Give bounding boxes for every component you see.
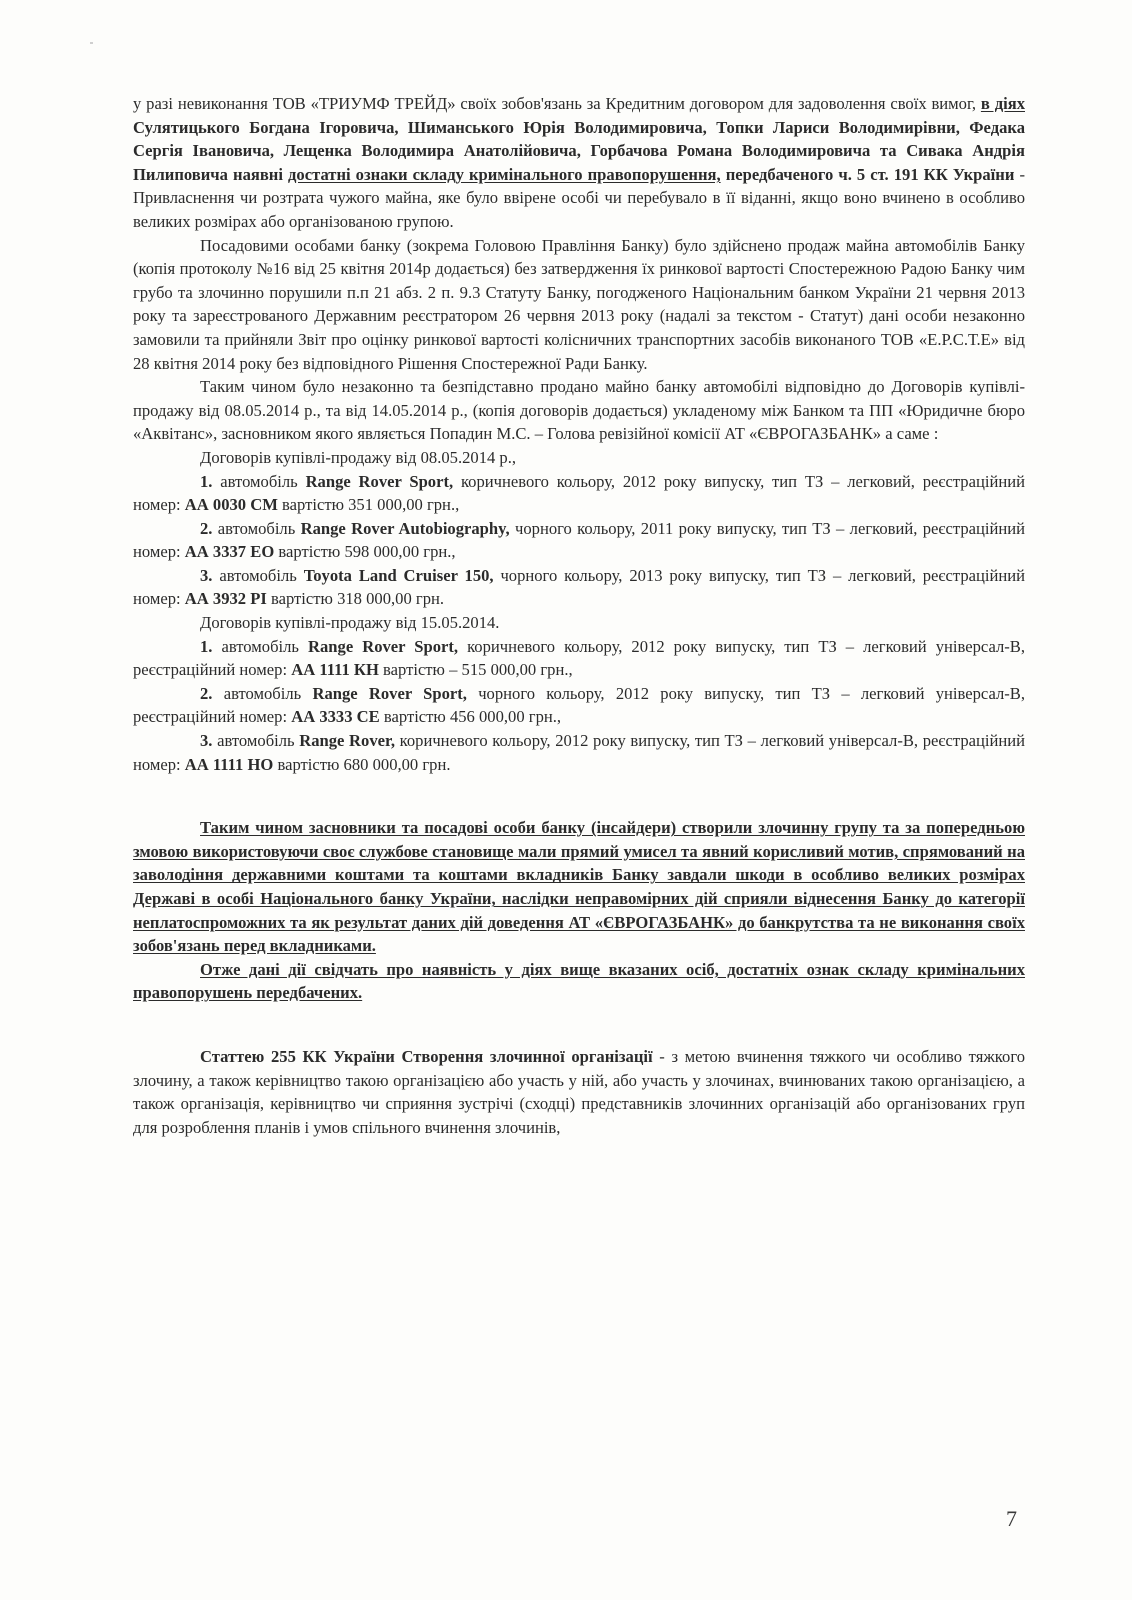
paragraph-liability: у разі невиконання ТОВ «ТРИУМФ ТРЕЙД» своїх зобов'язань за Кредитним договором для задоволення своїх вимог, в діях Сулятицького Богдана Ігоровича, Шиманського Юрія Володимировича, Топки Лариси Володимирівни, Федака Сергія Івановича, Лещенка Володимира Анатолійовича, Горбачова Романа Володимировича та Сивака Андрія Пилиповича наявні достатні ознаки складу кримінального правопорушення, передбаченого ч. 5 ст. 191 КК України - Привласнення чи розтрата чужого майна, яке було ввірене особі чи перебувало в її віданні, якщо воно вчинено в особливо великих розмірах або організованою групою. [133, 94, 1025, 231]
scan-speck [90, 42, 93, 44]
vehicle-item: 2. автомобіль Range Rover Autobiography, чорного кольору, 2011 року випуску, тип ТЗ – легковий, реєстраційний номер: АА 3337 ЕО вартістю 598 000,00 грн., [133, 518, 1026, 562]
vehicle-item: 3. автомобіль Toyota Land Cruiser 150, чорного кольору, 2013 року випуску, тип ТЗ – легковий, реєстраційний номер: АА 3932 РІ вартістю 318 000,00 грн. [133, 565, 1025, 609]
document-body [133, 92, 1025, 1139]
page-number: 7 [1006, 1506, 1017, 1531]
vehicle-item: 1. автомобіль Range Rover Sport, коричневого кольору, 2012 року випуску, тип ТЗ – легковий універсал-В, реєстраційний номер: АА 1111 КН вартістю – 515 000,00 грн., [133, 636, 1025, 680]
paragraph-contracts: Таким чином було незаконно та безпідставно продано майно банку автомобілі відповідно до Договорів купівлі-продажу від 08.05.2014 р., та від 14.05.2014 р., (копія договорів додається) укладеному між Банком та ПП «Юридичне бюро «Аквітанс», засновником якого являється Попадин М.С. – Голова ревізійної комісії АТ «ЄВРОГАЗБАНК» а саме : [133, 377, 1025, 444]
verdict-paragraph: Таким чином засновники та посадові особи банку (інсайдери) створили злочинну групу та за попередньою змовою використовуючи своє службове становище мали прямий умисел та явний корисливий мотив, спрямований на заволодіння державними коштами та коштами вкладників Банку завдали шкоди в особливо великих розмірах Державі в особі Національного банку України, наслідки неправомірних дій сприяли віднесення Банку до категорії неплатоспроможних та як результат даних дій доведення АТ «ЄВРОГАЗБАНК» до банкрутства та не виконання своїх зобов'язань перед вкладниками. [133, 818, 1025, 956]
vehicle-item: 2. автомобіль Range Rover Sport, чорного кольору, 2012 року випуску, тип ТЗ – легковий універсал-В, реєстраційний номер: АА 3333 СЕ вартістю 456 000,00 грн., [133, 683, 1025, 727]
spacer [133, 1005, 1025, 1045]
vehicle-item: 3. автомобіль Range Rover, коричневого кольору, 2012 року випуску, тип ТЗ – легковий універсал-В, реєстраційний номер: АА 1111 НО вартістю 680 000,00 грн. [133, 731, 1025, 774]
article-paragraph: Статтею 255 КК України Створення злочинної організації - з метою вчинення тяжкого чи особливо тяжкого злочину, а також керівництво такою організацією або участь у ній, або участь у злочинах, вчинюваних такою організацією, а також організація, керівництво чи сприяння зустрічі (сходці) представників злочинних організацій або організованих груп для розроблення планів і умов спільного вчинення злочинів, [133, 1046, 1026, 1137]
conclusion-paragraph: Отже дані дії свідчать про наявність у діях вище вказаних осіб, достатніх ознак складу кримінальних правопорушень передбачених. [133, 959, 1025, 1003]
paragraph-sale: Посадовими особами банку (зокрема Головою Правління Банку) було здійснено продаж майна автомобілів Банку (копія протоколу №16 від 25 квітня 2014р додається) без затвердження їх ринкової вартості Спостережною Радою Банку чим грубо та злочинно порушили п.п 21 абз. 2 п. 9.3 Статуту Банку, погодженого Національним банком України 21 червня 2013 року та зареєстрованого Державним реєстратором 26 червня 2013 року (надалі за текстом - Статут) дані особи незаконно замовили та прийняли Звіт про оцінку ринкової вартості колісничних транспортних засобів виконаного ТОВ «Е.Р.С.Т.Е» від 28 квітня 2014 року без відповідного Рішення Спостережної Ради Банку. [133, 235, 1025, 373]
contract1-heading: Договорів купівлі-продажу від 08.05.2014 р., [200, 447, 517, 467]
contract2-heading: Договорів купівлі-продажу від 15.05.2014. [200, 613, 500, 633]
spacer [133, 776, 1025, 816]
vehicle-item: 1. автомобіль Range Rover Sport, коричневого кольору, 2012 року випуску, тип ТЗ – легковий, реєстраційний номер: АА 0030 СМ вартістю 351 000,00 грн., [133, 471, 1025, 515]
